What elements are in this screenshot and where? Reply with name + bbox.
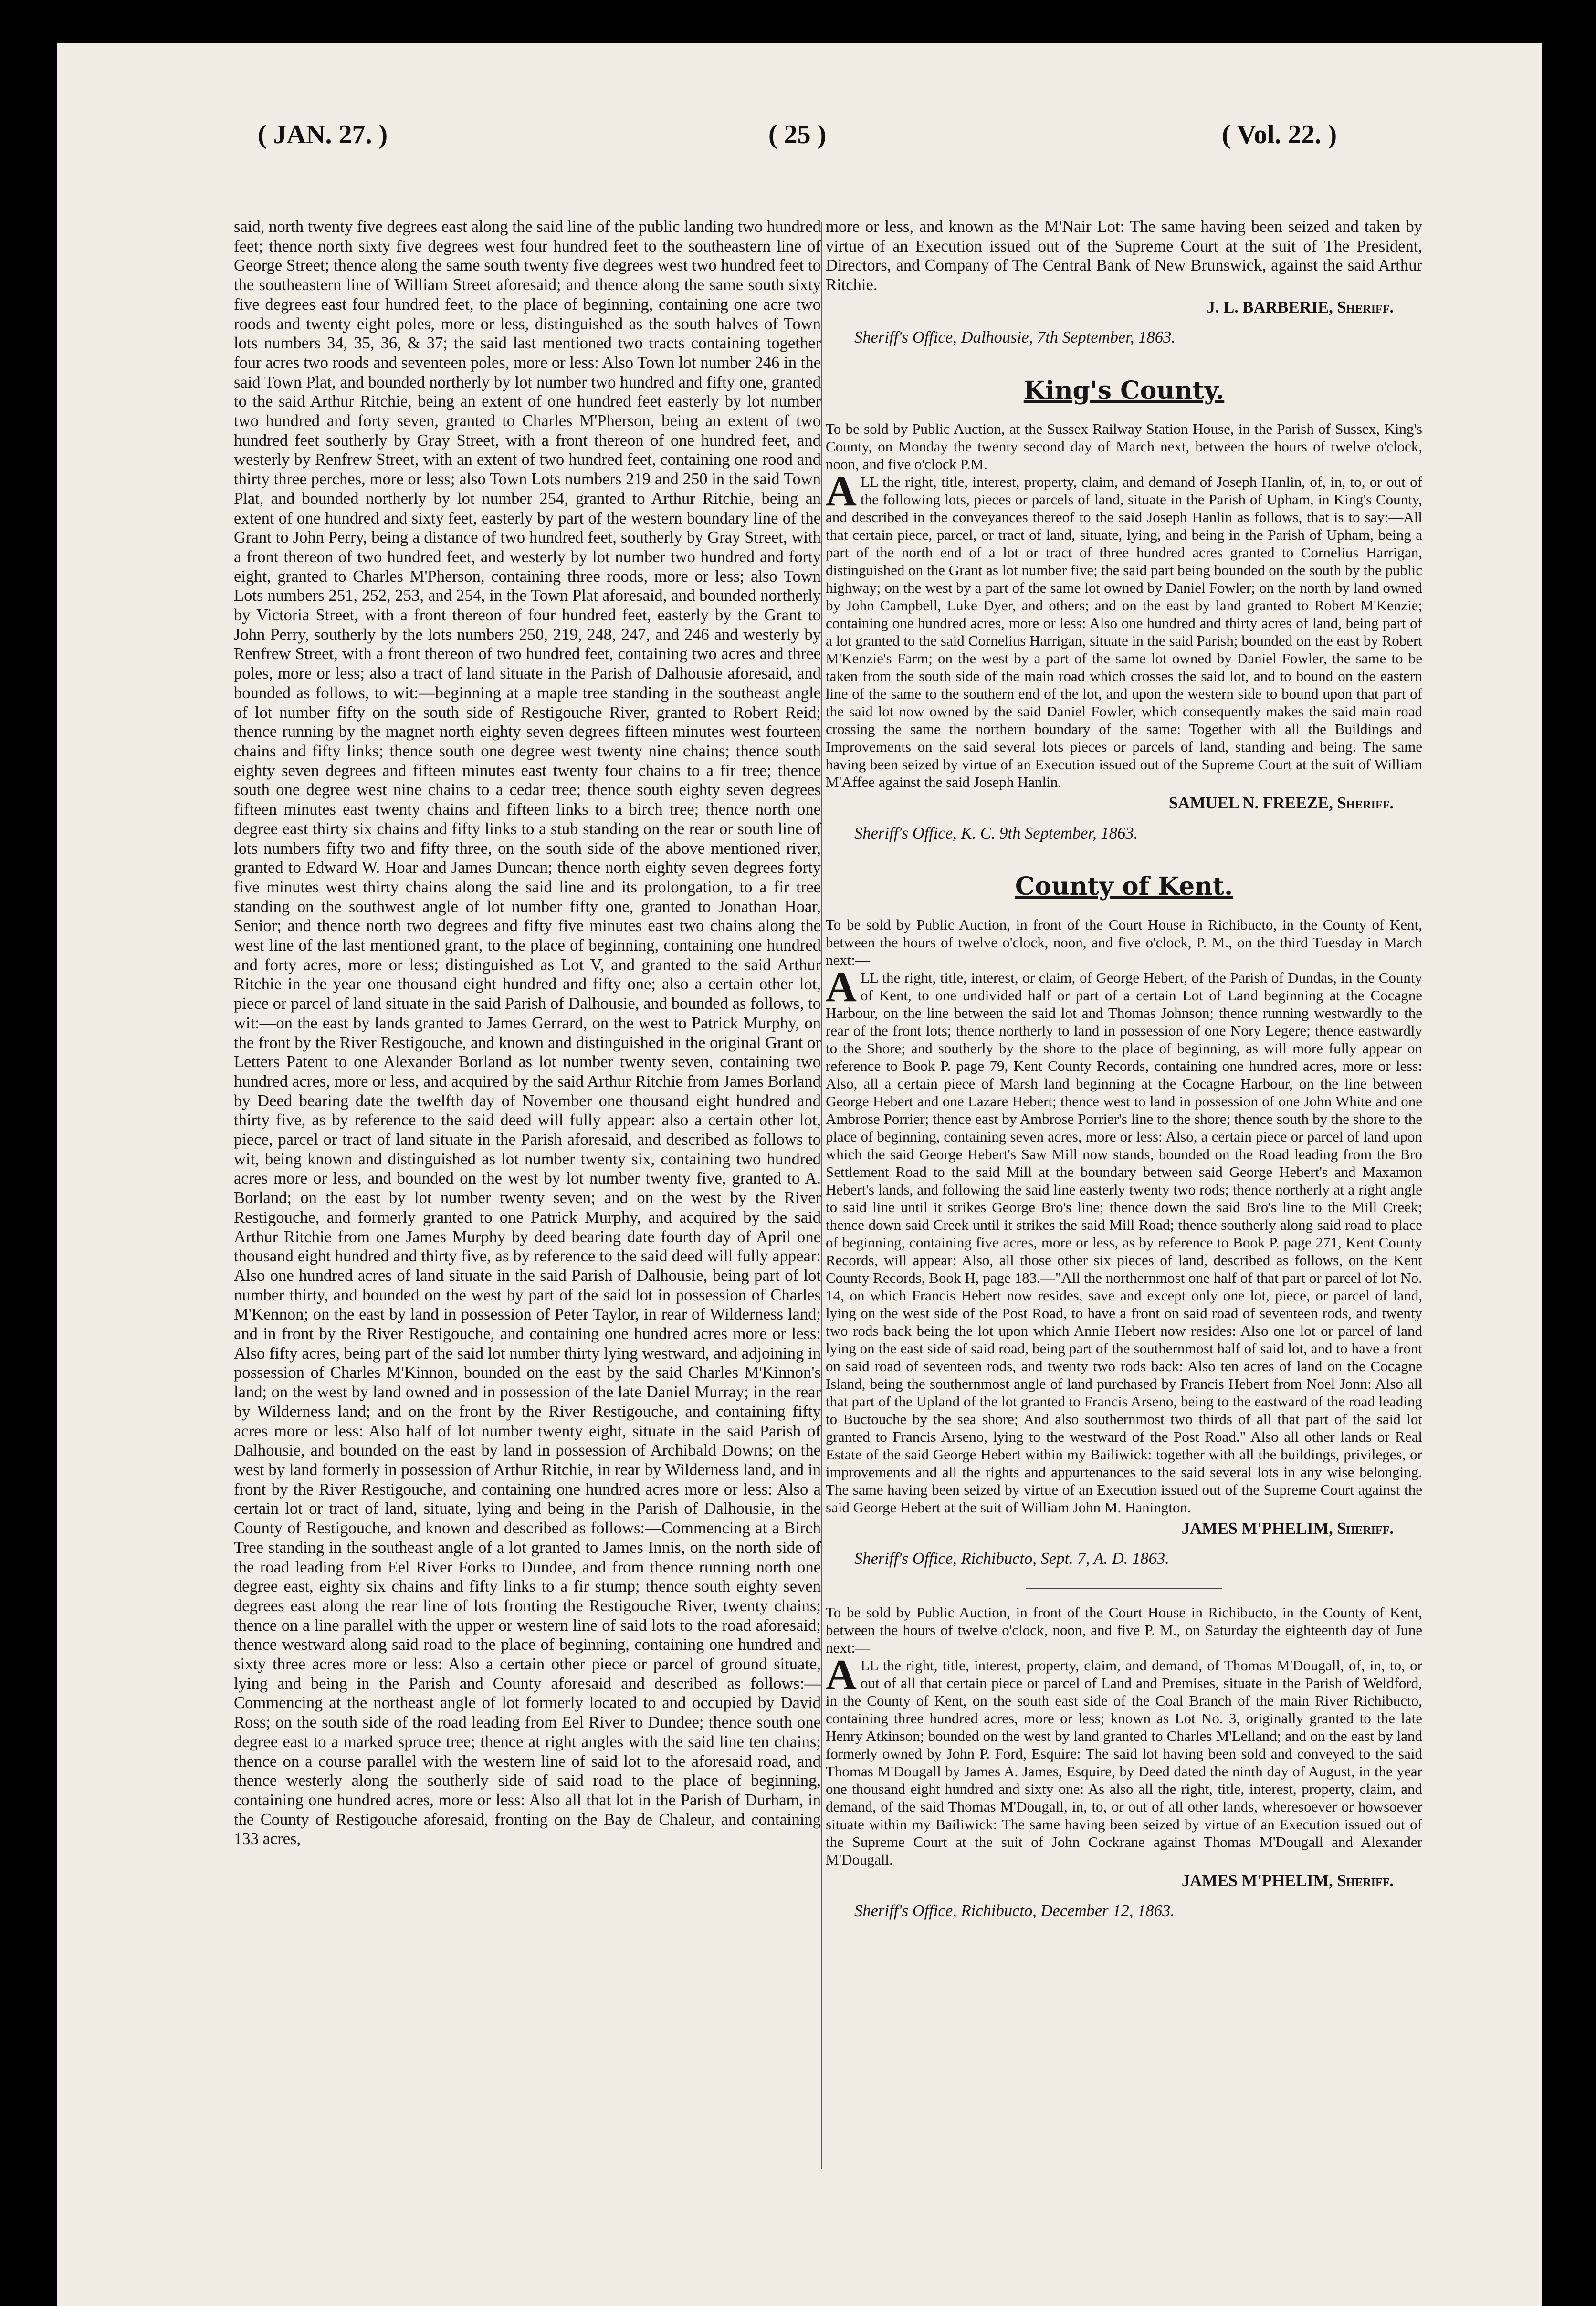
- sheriff-office-date-kent-2: Sheriff's Office, Richibucto, December 12, 1863.: [854, 1902, 1175, 1920]
- drop-cap: A: [826, 467, 857, 515]
- sheriff-signature-mphelim-2: JAMES M'PHELIM, Sheriff.: [1181, 1872, 1394, 1890]
- kent-notice-1-intro: To be sold by Public Auction, in front of the Court House in Richibucto, in the County of Kent, between the hours of twelve o'clock, noon, and five o'clock, P. M., on the third Tuesday in March next:—: [826, 916, 1422, 969]
- sheriff-office-date-kent-1: Sheriff's Office, Richibucto, Sept. 7, A. D. 1863.: [854, 1549, 1169, 1568]
- page-header: [57, 119, 1542, 172]
- drop-cap: A: [826, 1651, 857, 1699]
- sheriff-signature-barberie: J. L. BARBERIE, Sheriff.: [1207, 298, 1394, 316]
- continuation-text: more or less, and known as the M'Nair Lot: The same having been seized and taken by virtue of an Execution issued out of the Supreme Court at the suit of The President, Directors, and Company of The Central Bank of New Brunswick, against the said Arthur Ritchie.: [826, 218, 1422, 294]
- sheriff-signature-freeze: SAMUEL N. FREEZE, Sheriff.: [1168, 794, 1394, 812]
- issue-date: ( JAN. 27. ): [258, 120, 388, 149]
- separator-rule: [1026, 1588, 1222, 1589]
- kent-notice-1-body-text: LL the right, title, interest, or claim, of George Hebert, of the Parish of Dundas, in the County of Kent, to one undivided half or part of a certain Lot of Land beginning at the Cocagne Harbour, on the line between the said lot and Thomas Johnson; thence running westwardly to the rear of the front lots; thence northerly to land in possession of one Nory Legere; thence eastwardly to the Shore; and southerly by the shore to the place of beginning, as will more fully appear on reference to Book P. page 79, Kent County Records, containing one hundred acres, more or less: Also, all a certain piece of Marsh land beginning at the Cocagne Harbour, on the line between George Hebert and one Lazare Hebert; thence west to land in possession of one John White and one Ambrose Porrier; thence east by Ambrose Porrier's line to the shore; thence south by the shore to the place of beginning, containing seven acres, more or less: Also, a certain piece or parcel of land upon which the said George Hebert's Saw Mill now stands, bounded on the Road leading from the Bro Settlement Road to the said Mill at the boundary between said George Hebert's and Maxamon Hebert's lands, and following the said line easterly twenty two rods; thence northerly at a right angle to said line until it strikes George Bro's line; thence down the said Bro's line to the Mill Creek; thence down said Creek until it strikes the said Mill Road; thence southerly along said road to place of beginning, containing five acres, more or less, as by reference to Book P. page 271, Kent County Records, will appear: Also, all those other six pieces of land, described as follows, on the Kent County Records, Book H, page 183.—"All the northernmost one half of that part or parcel of lot No. 14, on which Francis Hebert now resides, save and except only one lot, piece, or parcel of land, lying on the west side of the Post Road, to have a front on said road of seventeen rods, and twenty two rods back being the lot upon which Annie Hebert now resides: Also one lot or parcel of land lying on the east side of said road, being part of the southernmost half of said lot, and to have a front on said road of seventeen rods, and twenty two rods back: Also ten acres of land on the Cocagne Island, being the southernmost angle of land purchased by Francis Hebert from Noel Jonn: Also all that part of the Upland of the lot granted to Francis Arseno, being to the eastward of the road leading to Buctouche by the sea shore; And also southernmost two thirds of all that part of the said lot granted to Francis Arseno, lying to the westward of the Post Road." Also all other lands or Real Estate of the said George Hebert within my Bailiwick: together with all the buildings, privileges, or improvements and all the rights and appurtenances to the said several lots in any wise belonging. The same having been seized by virtue of an Execution issued out of the Supreme Court against the said George Hebert at the suit of William John M. Hanington.: [826, 969, 1422, 1516]
- right-column: [826, 217, 1422, 1920]
- page-number: ( 25 ): [768, 120, 827, 149]
- left-column: [234, 217, 821, 2183]
- sheriff-signature-mphelim-1: JAMES M'PHELIM, Sheriff.: [1181, 1520, 1394, 1538]
- kent-notice-2-intro: To be sold by Public Auction, in front of the Court House in Richibucto, in the County of Kent, between the hours of twelve o'clock, noon, and five P. M., on Saturday the eighteenth day of June next:—: [826, 1604, 1422, 1656]
- kent-notice-2-body: [826, 1651, 1422, 1868]
- newspaper-page: [57, 43, 1542, 2306]
- kings-county-body: [826, 467, 1422, 791]
- kent-notice-1-body: [826, 964, 1422, 1516]
- drop-cap: A: [826, 964, 857, 1011]
- volume-number: ( Vol. 22. ): [1222, 120, 1337, 149]
- kent-notice-2-body-text: LL the right, title, interest, property, claim, and demand, of Thomas M'Dougall, of, in, to, or out of all that certain piece or parcel of Land and Premises, situate in the Parish of Weldford, in the County of Kent, on the south east side of the Coal Branch of the main River Richibucto, containing three hundred acres, more or less; known as Lot No. 3, originally granted to the late Henry Atkinson; bounded on the west by land granted to Charles M'Lelland; and on the east by land formerly owned by John P. Ford, Esquire: The said lot having been sold and conveyed to the said Thomas M'Dougall by James A. James, Esquire, by Deed dated the ninth day of August, in the year one thousand eight hundred and sixty one: As also all the right, title, interest, property, claim, and demand, of the said Thomas M'Dougall, in, to, or out of all other lands, wheresoever or howsoever situate within my Bailiwick: The same having been seized by virtue of an Execution issued out of the Supreme Court at the suit of John Cockrane against Thomas M'Dougall and Alexander M'Dougall.: [826, 1657, 1422, 1868]
- kings-county-intro: To be sold by Public Auction, at the Sussex Railway Station House, in the Parish of Sussex, King's County, on Monday the twenty second day of March next, between the hours of twelve o'clock, noon, and five o'clock P.M.: [826, 420, 1422, 472]
- sheriff-office-date-kings: Sheriff's Office, K. C. 9th September, 1863.: [854, 824, 1138, 842]
- section-heading-kings-county: King's County.: [1023, 376, 1225, 406]
- kings-county-body-text: LL the right, title, interest, property, claim, and demand of Joseph Hanlin, of, in, to, or out of the following lots, pieces or parcels of land, situate in the Parish of Upham, in King's County, and described in the conveyances thereof to the said Joseph Hanlin as follows, that is to say:—All that certain piece, parcel, or tract of land, situate, lying, and being in the Parish of Upham, being a part of the north end of a lot or tract of three hundred acres granted to Cornelius Harrigan, distinguished on the Grant as lot number five; the said part being bounded on the south by the public highway; on the west by a part of the same lot owned by Daniel Fowler; on the north by land owned by John Campbell, Luke Dyer, and others; and on the east by land granted to Robert M'Kenzie; containing one hundred acres, more or less: Also one hundred and thirty acres of land, being part of a lot granted to the said Cornelius Harrigan, situate in the said Parish; bounded on the east by Robert M'Kenzie's Farm; on the west by a part of the same lot owned by Daniel Fowler, the same to be taken from the south side of the main road which crosses the said lot, and to bound on the eastern line of the same to the southern end of the lot, and upon the western side to bound upon that part of the said lot now owned by the said Daniel Fowler, which consequently makes the said main road crossing the same the northern boundary of the same: Together with all the Buildings and Improvements on the said several lots pieces or parcels of land, standing and being. The same having been seized by virtue of an Execution issued out of the Supreme Court at the suit of William M'Affee against the said Joseph Hanlin.: [826, 473, 1422, 790]
- column-divider: [821, 222, 822, 2169]
- sheriff-office-date-dalhousie: Sheriff's Office, Dalhousie, 7th September, 1863.: [854, 328, 1176, 346]
- left-column-text: said, north twenty five degrees east along the said line of the public landing two hundred feet; thence north sixty five degrees west four hundred feet to the southeastern line of George Street; thence along the same south twenty five degrees west two hundred feet to the southeastern line of William Street aforesaid; and thence along the same south sixty five degrees east four hundred feet, to the place of beginning, containing one acre two roods and twenty eight poles, more or less, distinguished as the south halves of Town lots numbers 34, 35, 36, & 37; the said last mentioned two tracts containing together four acres two roods and seventeen poles, more or less: Also Town lot number 246 in the said Town Plat, and bounded northerly by lot number two hundred and fifty one, granted to the said Arthur Ritchie, being an extent of one hundred feet easterly by lot number two hundred and forty seven, granted to Charles M'Pherson, being an extent of two hundred feet southerly by Gray Street, with a front thereon of one hundred feet, and westerly by Renfrew Street, with an extent of two hundred feet, containing one rood and thirty three perches, more or less; also Town Lots numbers 219 and 250 in the said Town Plat, and bounded northerly by lot number 254, granted to Arthur Ritchie, being an extent of one hundred and sixty feet, easterly by part of the western boundary line of the Grant to John Perry, being a distance of two hundred feet, southerly by Gray Street, with a front thereon of two hundred feet, and westerly by lot number two hundred and forty eight, granted to Charles M'Pherson, containing three roods, more or less; also Town Lots numbers 251, 252, 253, and 254, in the Town Plat aforesaid, and bounded northerly by Victoria Street, with a front thereon of four hundred feet, easterly by the Grant to John Perry, southerly by the lots numbers 250, 219, 248, 247, and 246 and westerly by Renfrew Street, with a front thereon of two hundred feet, containing two acres and three poles, more or less; also a tract of land situate in the Parish of Dalhousie aforesaid, and bounded as follows, to wit:—beginning at a maple tree standing in the southeast angle of lot number fifty on the south side of Restigouche River, granted to Robert Reid; thence running by the magnet north eighty seven degrees fifteen minutes west fourteen chains and fifty links; thence south one degree west twenty nine chains; thence south eighty seven degrees and fifteen minutes east twenty four chains to a fir tree; thence south one degree west nine chains to a cedar tree; thence south eighty seven degrees fifteen minutes east twenty chains and fifteen links to a birch tree; thence north one degree east thirty six chains and fifty links to a stub standing on the rear or south line of lots numbers fifty two and fifty three, on the south side of the above mentioned river, granted to Edward W. Hoar and James Duncan; thence north eighty seven degrees forty five minutes west thirty chains along the said line and its prolongation, to a fir tree standing on the southwest angle of lot number fifty one, granted to Jonathan Hoar, Senior; and thence north two degrees and fifty five minutes east two chains along the west line of the last mentioned grant, to the place of beginning, containing one hundred and forty acres, more or less; distinguished as Lot V, and granted to the said Arthur Ritchie in the year one thousand eight hundred and fifty one; also a certain other lot, piece or parcel of land situate in the said Parish of Dalhousie, and bounded as follows, to wit:—on the east by lands granted to James Gerrard, on the west to Patrick Murphy, on the front by the River Restigouche, and known and distinguished in the original Grant or Letters Patent to one Alexander Borland as lot number twenty seven, containing two hundred acres, more or less, and acquired by the said Arthur Ritchie from James Borland by Deed bearing date the twelfth day of November one thousand eight hundred and thirty five, as by reference to the said deed will fully appear: also a certain other lot, piece, parcel or tract of land situate in the Parish aforesaid, and described as follows to wit, being known and distinguished as lot number twenty six, containing two hundred acres more or less, and bounded on the west by lot number twenty five, granted to A. Borland; on the east by lot number twenty seven; and on the west by the River Restigouche, and formerly granted to one Patrick Murphy, and acquired by the said Arthur Ritchie from one James Murphy by deed bearing date fourth day of April one thousand eight hundred and thirty five, as by reference to the said deed will fully appear: Also one hundred acres of land situate in the said Parish of Dalhousie, being part of lot number thirty, and bounded on the west by part of the said lot in possession of Charles M'Kennon; on the east by land in possession of Peter Taylor, in rear of Wilderness land; and in front by the River Restigouche, and containing one hundred acres more or less: Also fifty acres, being part of the said lot number thirty lying westward, and adjoining in possession of Charles M'Kinnon, bounded on the east by the said Charles M'Kinnon's land; on the west by land owned and in possession of the late Daniel Murray; in the rear by Wilderness land; and on the front by the River Restigouche, and containing fifty acres more or less: Also half of lot number twenty eight, situate in the said Parish of Dalhousie, and bounded on the east by land in possession of Archibald Downs; on the west by land formerly in possession of Arthur Ritchie, in rear by Wilderness land, and in front by the River Restigouche, and containing one hundred acres more or less: Also a certain lot or tract of land, situate, lying and being in the Parish of Dalhousie, in the County of Restigouche, and known and described as follows:—Commencing at a Birch Tree standing in the southeast angle of a lot granted to James Innis, on the north side of the road leading from Eel River Forks to Dundee, and from thence running north one degree east, eighty six chains and fifty links to a fir stump; thence south eighty seven degrees east along the rear line of lots fronting the Restigouche River, twenty chains; thence on a line parallel with the upper or western line of said lots to the road aforesaid; thence westward along said road to the place of beginning, containing one hundred and sixty three acres more or less: Also a certain other piece or parcel of ground situate, lying and being in the Parish and County aforesaid and described as follows:—Commencing at the northeast angle of lot formerly located to and occupied by David Ross; on the south side of the road leading from Eel River to Dundee; thence south one degree east to a marked spruce tree; thence at right angles with the said line ten chains; thence on a course parallel with the western line of said lot to the aforesaid road, and thence westerly along the southerly side of said road to the place of beginning, containing one hundred acres, more or less: Also all that lot in the Parish of Durham, in the County of Restigouche aforesaid, fronting on the Bay de Chaleur, and containing 133 acres,: [234, 218, 821, 1848]
- section-heading-county-of-kent: County of Kent.: [1015, 872, 1233, 901]
